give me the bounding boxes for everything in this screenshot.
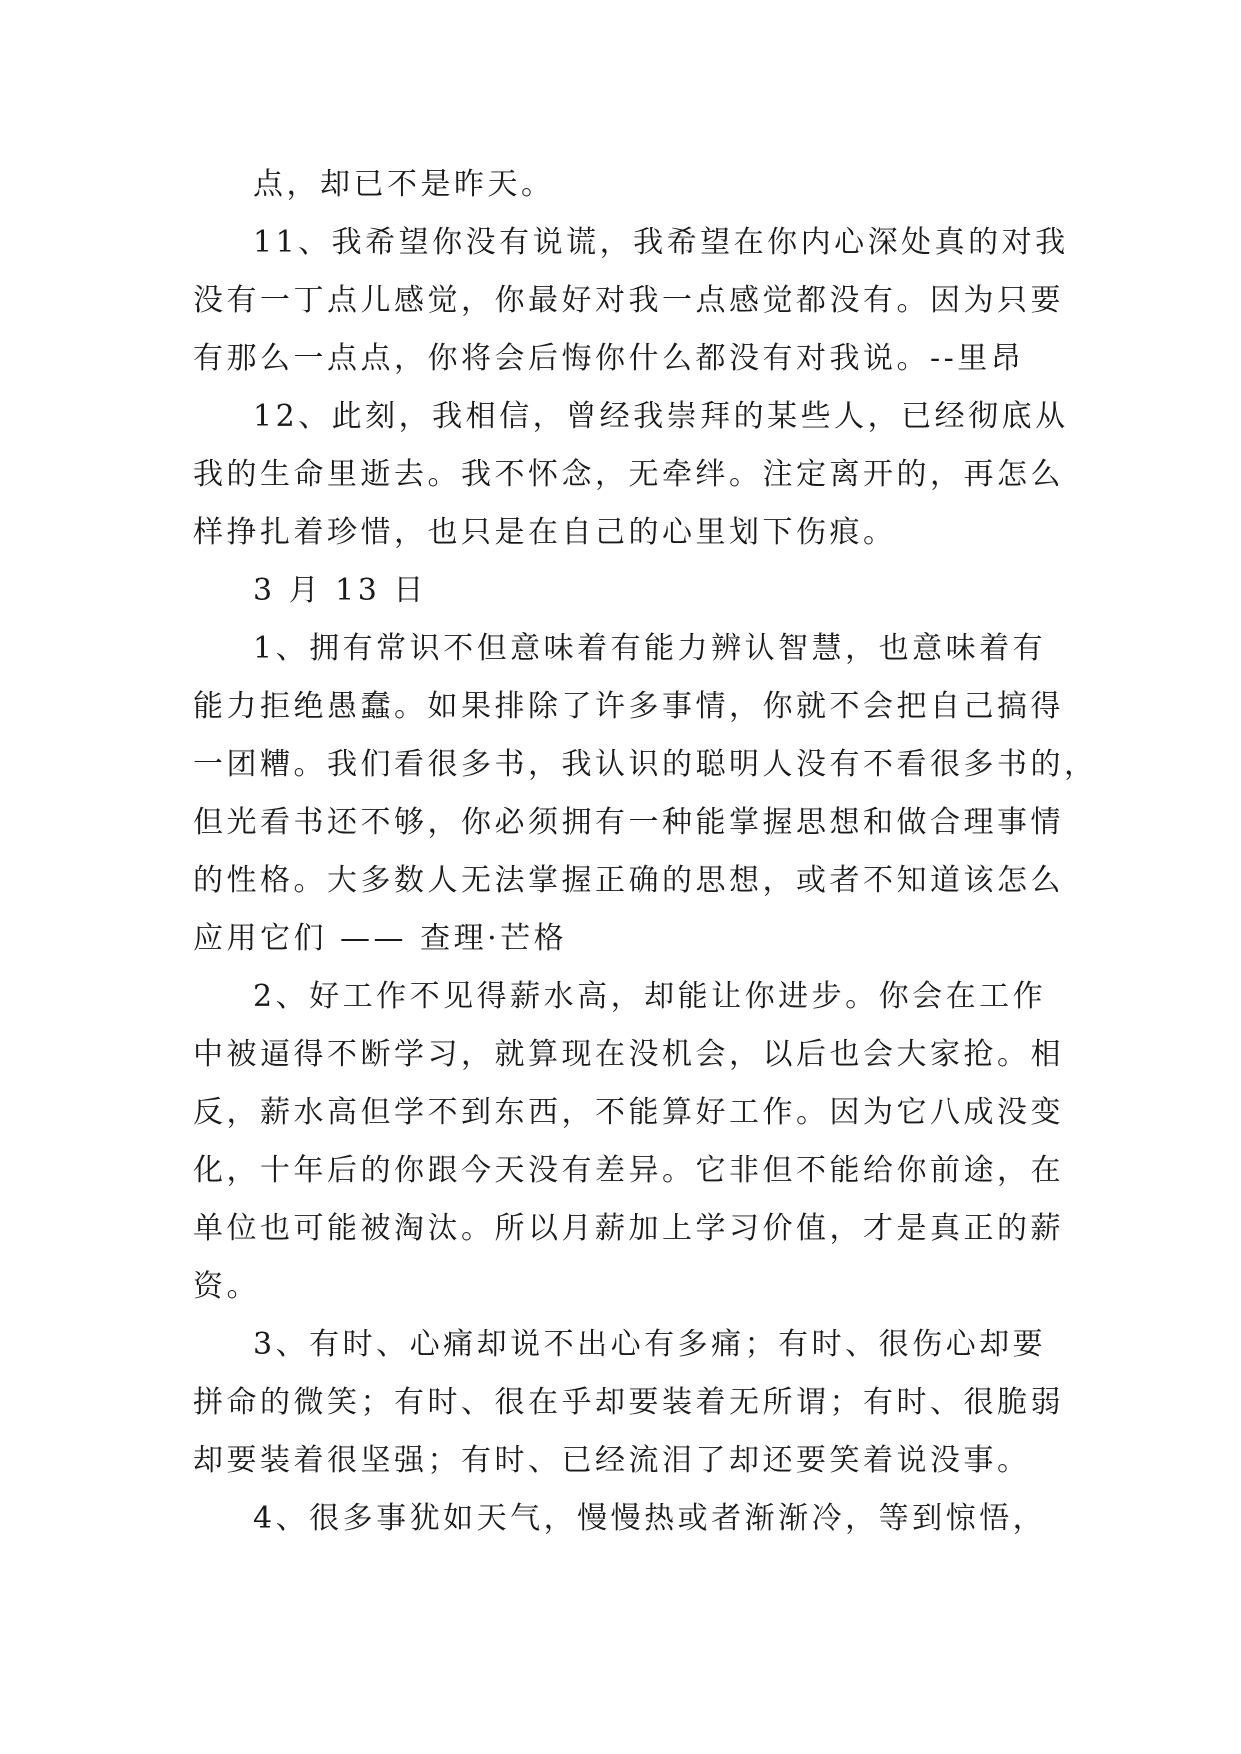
- text-line: 1、拥有常识不但意味着有能力辨认智慧，也意味着有: [253, 631, 1047, 666]
- text-line: 应用它们 —— 查理·芒格: [193, 921, 568, 956]
- text-line: 4、很多事犹如天气，慢慢热或者渐渐冷，等到惊悟，: [253, 1501, 1047, 1536]
- text-line: 但光看书还不够，你必须拥有一种能掌握思想和做合理事情: [193, 805, 1064, 840]
- text-line: 反，薪水高但学不到东西，不能算好工作。因为它八成没变: [193, 1095, 1064, 1130]
- text-line: 有那么一点点，你将会后悔你什么都没有对我说。--里昂: [193, 341, 1025, 376]
- text-line: 样挣扎着珍惜，也只是在自己的心里划下伤痕。: [193, 515, 897, 550]
- text-line: 2、好工作不见得薪水高，却能让你进步。你会在工作: [253, 979, 1047, 1014]
- text-line: 资。: [193, 1269, 260, 1304]
- text-line: 我的生命里逝去。我不怀念，无牵绊。注定离开的，再怎么: [193, 457, 1064, 492]
- text-line: 没有一丁点儿感觉，你最好对我一点感觉都没有。因为只要: [193, 283, 1064, 318]
- text-line: 拼命的微笑；有时、很在乎却要装着无所谓；有时、很脆弱: [193, 1385, 1064, 1420]
- text-line: 的性格。大多数人无法掌握正确的思想，或者不知道该怎么: [193, 863, 1064, 898]
- date-heading: 3 月 13 日: [253, 573, 427, 608]
- text-line: 能力拒绝愚蠢。如果排除了许多事情，你就不会把自己搞得: [193, 689, 1064, 724]
- text-line: 点，却已不是昨天。: [253, 167, 555, 202]
- text-line: 却要装着很坚强；有时、已经流泪了却还要笑着说没事。: [193, 1443, 1031, 1478]
- text-line: 12、此刻，我相信，曾经我崇拜的某些人，已经彻底从: [253, 399, 1069, 434]
- text-line: 中被逼得不断学习，就算现在没机会，以后也会大家抢。相: [193, 1037, 1064, 1072]
- text-line: 3、有时、心痛却说不出心有多痛；有时、很伤心却要: [253, 1327, 1047, 1362]
- text-line: 单位也可能被淘汰。所以月薪加上学习价值，才是真正的薪: [193, 1211, 1064, 1246]
- text-line: 一团糟。我们看很多书，我认识的聪明人没有不看很多书的，: [193, 747, 1098, 782]
- text-line: 11、我希望你没有说谎，我希望在你内心深处真的对我: [253, 225, 1069, 260]
- text-line: 化，十年后的你跟今天没有差异。它非但不能给你前途，在: [193, 1153, 1064, 1188]
